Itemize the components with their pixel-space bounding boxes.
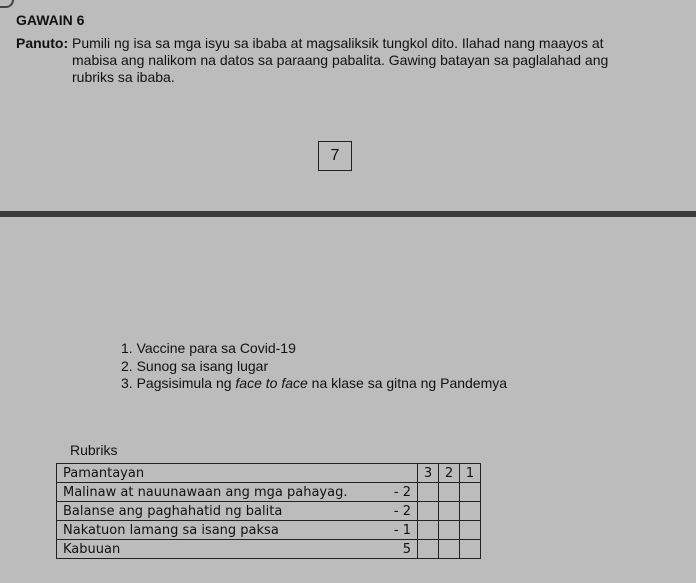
criterion-points: - 1 — [393, 522, 411, 538]
table-row — [57, 502, 481, 521]
total-points: 5 — [402, 541, 411, 557]
score-cell[interactable] — [439, 483, 460, 502]
criterion-header: Pamantayan — [57, 464, 418, 483]
score-cell[interactable] — [439, 521, 460, 540]
section-divider — [0, 211, 696, 217]
table-row — [57, 521, 481, 540]
score-cell[interactable] — [418, 521, 439, 540]
table-header-row — [57, 464, 481, 483]
score-cell[interactable] — [460, 540, 481, 559]
total-label: Kabuuan — [63, 541, 121, 557]
instructions-label: Panuto: — [16, 35, 69, 51]
table-row — [57, 540, 481, 559]
score-cell[interactable] — [418, 502, 439, 521]
score-cell[interactable] — [439, 502, 460, 521]
page-number: 7 — [330, 147, 340, 164]
criterion-points: - 2 — [393, 503, 411, 519]
score-cell[interactable] — [418, 540, 439, 559]
criterion-points: - 2 — [393, 484, 411, 500]
criterion-text: Balanse ang paghahatid ng balita — [63, 503, 283, 519]
score-cell[interactable] — [439, 540, 460, 559]
instructions-line-1: Pumili ng isa sa mga isyu sa ibaba at magsaliksik tungkol dito. Ilahad nang maayos at — [72, 35, 604, 51]
rubric-table — [56, 463, 481, 559]
criterion-text: Malinaw at nauunawaan ang mga pahayag. — [63, 484, 348, 500]
score-cell[interactable] — [460, 521, 481, 540]
score-header-1: 1 — [460, 464, 481, 483]
score-cell[interactable] — [460, 502, 481, 521]
topic-item: 1. Vaccine para sa Covid-19 — [121, 340, 296, 356]
criterion-text: Nakatuon lamang sa isang paksa — [63, 522, 279, 538]
score-cell[interactable] — [460, 483, 481, 502]
instructions-line-3: rubriks sa ibaba. — [72, 69, 175, 85]
page-number-box — [318, 141, 352, 171]
torn-edge-decoration — [0, 0, 14, 8]
rubric-title: Rubriks — [70, 442, 118, 458]
topic-list — [121, 340, 507, 393]
topic-item: 2. Sunog sa isang lugar — [121, 357, 269, 374]
instructions — [16, 35, 656, 86]
topic-item: 3. Pagsisimula ng face to face na klase sa gitna ng Pandemya — [121, 375, 508, 391]
score-header-3: 3 — [418, 464, 439, 483]
activity-title: GAWAIN 6 — [16, 12, 85, 28]
score-header-2: 2 — [439, 464, 460, 483]
instructions-line-2: mabisa ang nalikom na datos sa paraang pabalita. Gawing batayan sa paglalahad ang — [72, 52, 609, 68]
table-row — [57, 483, 481, 502]
score-cell[interactable] — [418, 483, 439, 502]
